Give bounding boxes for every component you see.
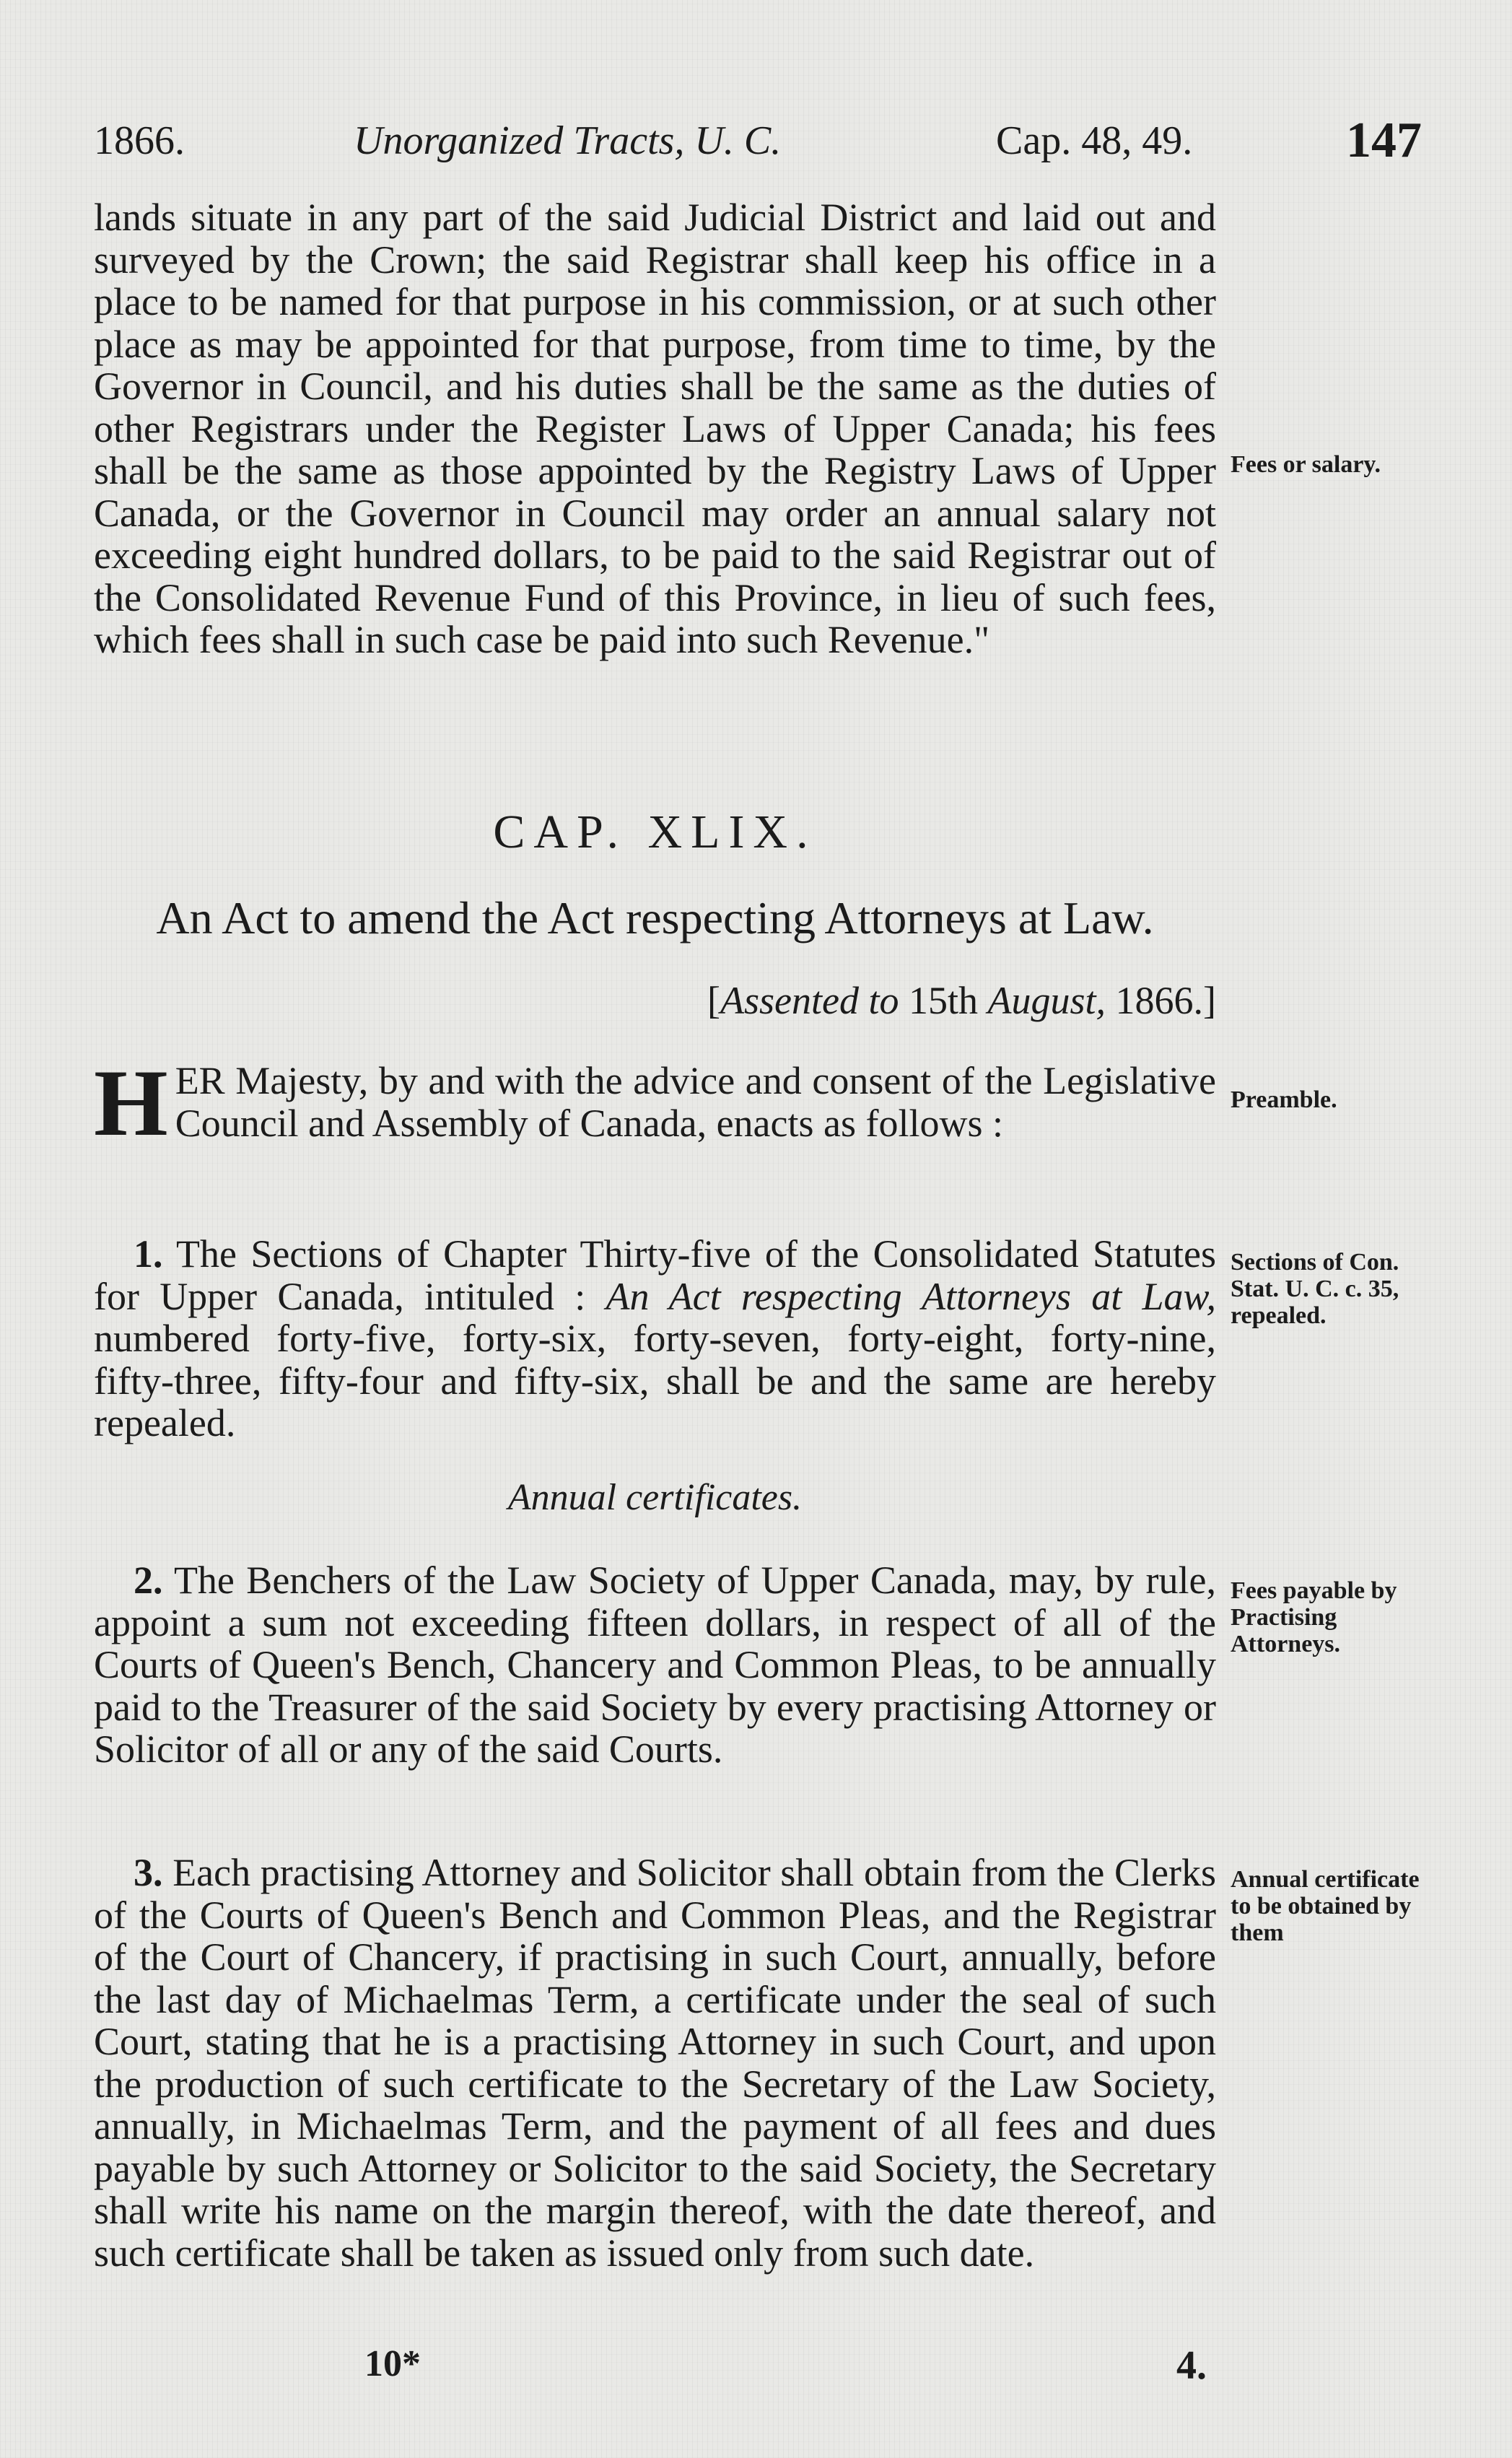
margin-note-section-2: Fees payable by Practising Attorneys.	[1231, 1577, 1397, 1657]
act-title: An Act to amend the Act respecting Attorneys at Law.	[156, 892, 1154, 943]
section-1-text-a: The Sections of Chapter Thirty-five of the Consolidated Statutes for Upper Canada, intituled :	[94, 1232, 1217, 1318]
assent-close-bracket: ]	[1203, 979, 1216, 1022]
section-2	[94, 1559, 1216, 1771]
chapter-heading: CAP. XLIX.	[493, 806, 817, 858]
header-chapters: Cap. 48, 49.	[996, 118, 1193, 163]
assent-day: 15th	[908, 979, 978, 1022]
section-3	[94, 1852, 1216, 2274]
preamble-paragraph	[94, 1050, 1216, 1156]
preamble-text: ER Majesty, by and with the advice and consent of the Legislative Council and Assembly of Canada, enacts as follows :	[175, 1059, 1216, 1145]
section-1	[94, 1233, 1216, 1444]
margin-note-fees: Fees or salary.	[1231, 451, 1381, 478]
section-1-text-b: numbered forty-five, forty-six, forty-seven, forty-eight, forty-nine, fifty-three, fifty-four and fifty-six, shall be and the same are hereby repealed.	[94, 1317, 1216, 1444]
subheading-annual-certificates: Annual certificates.	[507, 1477, 803, 1518]
section-1-number: 1.	[134, 1232, 163, 1276]
page-header	[94, 108, 1422, 173]
margin-note-section-3: Annual certificate to be obtained by them	[1231, 1866, 1420, 1946]
section-2-number: 2.	[134, 1559, 163, 1602]
margin-note-section-1: Sections of Con. Stat. U. C. c. 35, repealed.	[1231, 1249, 1399, 1329]
assent-line	[577, 978, 1216, 1023]
margin-note-preamble: Preamble.	[1231, 1086, 1337, 1113]
drop-cap: H	[94, 1050, 168, 1156]
section-1-act-name: An Act respecting Attorneys at Law,	[606, 1274, 1216, 1318]
header-year: 1866.	[94, 118, 185, 163]
header-title: Unorganized Tracts, U. C.	[354, 118, 782, 163]
continuation-text: lands situate in any part of the said Judicial District and laid out and surveyed by the Crown; the said Registrar shall keep his office in a place to be named for that purpose in his commission, or at such other place as may be appointed for that purpose, from time to time, by the Governor in Council, and his duties shall be the same as the duties of other Registrars under the Register Laws of Upper Canada; his fees shall be the same as those appointed by the Registry Laws of Upper Canada, or the Governor in Council may order an annual salary not exceeding eight hundred dollars, to be paid to the said Registrar out of the Consolidated Revenue Fund of this Province, in lieu of such fees, which fees shall in such case be paid into such Revenue."	[94, 196, 1216, 661]
assent-open-bracket: [	[707, 979, 721, 1022]
catchword: 4.	[1176, 2343, 1207, 2388]
assent-year: 1866.	[1115, 979, 1204, 1022]
assent-month: August,	[987, 979, 1106, 1022]
continuation-paragraph	[94, 196, 1216, 661]
page-number: 147	[1346, 113, 1422, 168]
section-3-text: Each practising Attorney and Solicitor shall obtain from the Clerks of the Courts of Queen's Bench and Common Pleas, and the Registrar of the Court of Chancery, if practising in such Court, annually, before the last day of Michaelmas Term, a certificate under the seal of such Court, stating that he is a practising Attorney in such Court, and upon the production of such certificate to the Secretary of the Law Society, annually, in Michaelmas Term, and the payment of all fees and dues payable by such Attorney or Solicitor to the said Society, the Secretary shall write his name on the margin thereof, with the date thereof, and such certificate shall be taken as issued only from such date.	[94, 1851, 1217, 2275]
signature-mark: 10*	[364, 2343, 421, 2384]
section-2-text: The Benchers of the Law Society of Upper Canada, may, by rule, appoint a sum not exceeding fifteen dollars, in respect of all of the Courts of Queen's Bench, Chancery and Common Pleas, to be annually paid to the Treasurer of the said Society by every practising Attorney or Solicitor of all or any of the said Courts.	[94, 1559, 1216, 1771]
assent-prefix: Assented to	[720, 979, 899, 1022]
section-3-number: 3.	[134, 1851, 163, 1894]
